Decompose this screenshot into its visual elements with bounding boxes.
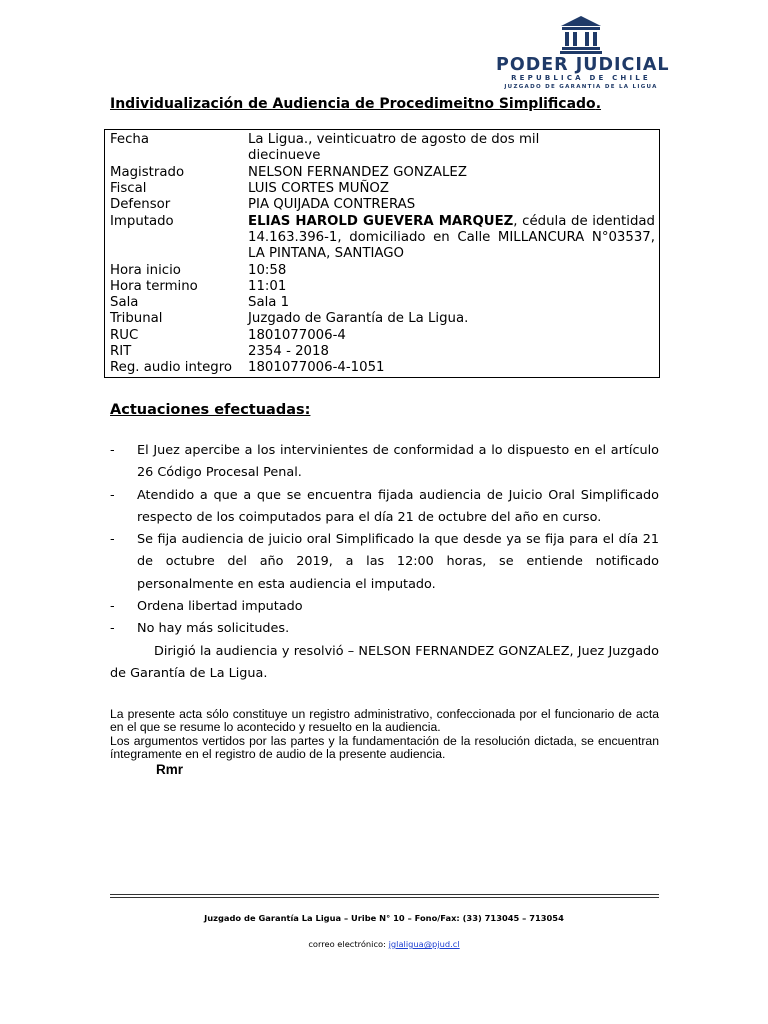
initials: Rmr [156,762,184,777]
footer-divider [110,894,659,895]
courthouse-icon [559,14,603,54]
bullet-dash: - [110,599,115,615]
list-item [110,440,659,485]
imputado-label: Imputado [110,214,174,229]
ruc-label: RUC [110,328,139,343]
footer-divider [110,897,659,898]
bullet-dash: - [110,621,115,637]
list-item [110,596,659,618]
sala-value: Sala 1 [248,295,290,310]
footer-address: Juzgado de Garantía La Ligua – Uribe N° 10 – Fono/Fax: (33) 713045 – 713054 [204,913,564,923]
footer-email-line [0,939,768,949]
audio-value: 1801077006-4-1051 [248,360,385,375]
list-item [110,485,659,530]
bullet-dash: - [110,443,115,458]
email-label: correo electrónico: [308,939,389,949]
tribunal-label: Tribunal [110,311,163,326]
actuaciones-list [110,440,659,685]
note-paragraph-1: La presente acta sólo constituye un registro administrativo, confeccionada por el funcionario de acta en el que se resume lo acontecido y resuelto en la audiencia. [110,707,659,735]
hora-inicio-label: Hora inicio [110,263,181,278]
poder-judicial-logo [496,14,670,94]
note-paragraph-2: Los argumentos vertidos por las partes y la fundamentación de la resolución dictada, se encuentran íntegramente en el registro de audio de la presente audiencia. [110,733,659,761]
item-text: No hay más solicitudes. [137,621,290,637]
legal-notes [110,708,659,761]
bullet-dash: - [110,532,115,548]
logo-court: JUZGADO DE GARANTIA DE LA LIGUA [504,84,658,90]
fecha-value: La Ligua., veinticuatro de agosto de dos mil diecinueve [248,132,540,164]
email-link[interactable]: jglaligua@pjud.cl [388,939,460,949]
hora-inicio-value: 10:58 [248,263,287,278]
actuaciones-title: Actuaciones efectuadas: [110,402,311,418]
document-title: Individualización de Audiencia de Procedimeitno Simplificado. [110,96,602,112]
imputado-name: ELIAS HAROLD GUEVERA MARQUEZ [248,214,514,229]
fecha-label: Fecha [110,132,149,147]
list-item [110,618,659,640]
hora-termino-label: Hora termino [110,279,198,294]
tribunal-value: Juzgado de Garantía de La Ligua. [248,311,469,326]
audio-label: Reg. audio integro [110,360,233,375]
item-text: Atendido a que a que se encuentra fijada audiencia de Juicio Oral Simplificado respecto de los coimputados para el día 21 de octubre del año en curso. [137,487,659,525]
imputado-value [248,214,655,263]
logo-subtitle: REPUBLICA DE CHILE [511,74,651,82]
hora-termino-value: 11:01 [248,279,287,294]
defensor-label: Defensor [110,197,171,212]
list-item [110,529,659,596]
rit-label: RIT [110,344,132,359]
closing-statement: Dirigió la audiencia y resolvió – NELSON FERNANDEZ GONZALEZ, Juez Juzgado de Garantía de La Ligua. [110,643,659,681]
logo-brand: PODER JUDICIAL [496,55,670,75]
item-text: Ordena libertad imputado [137,599,303,615]
fiscal-label: Fiscal [110,181,147,196]
item-text: El Juez apercibe a los intervinientes de conformidad a lo dispuesto en el artículo 26 Código Procesal Penal. [137,443,659,481]
bullet-dash: - [110,487,115,503]
item-text: Se fija audiencia de juicio oral Simplificado la que desde ya se fija para el día 21 de octubre del año 2019, a las 12:00 horas, se entiende notificado personalmente en esta audiencia el imputado. [137,532,659,592]
sala-label: Sala [110,295,139,310]
hearing-info-table [104,129,660,378]
magistrado-label: Magistrado [110,165,185,180]
imputado-details: , cédula de identidad 14.163.396-1, domiciliado en Calle MILLANCURA N°03537, LA PINTANA, SANTIAGO [248,214,655,262]
fiscal-value: LUIS CORTES MUÑOZ [248,181,390,196]
ruc-value: 1801077006-4 [248,328,346,343]
defensor-value: PIA QUIJADA CONTRERAS [248,197,416,212]
magistrado-value: NELSON FERNANDEZ GONZALEZ [248,165,467,180]
rit-value: 2354 - 2018 [248,344,329,359]
